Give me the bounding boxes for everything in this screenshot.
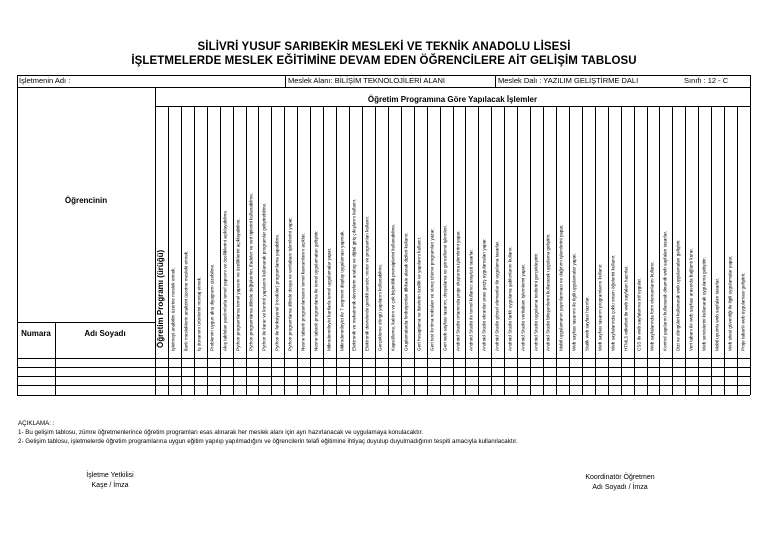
plan-column-header	[220, 106, 233, 358]
notes	[18, 419, 518, 446]
plan-column-header	[517, 106, 530, 358]
plan-column-header	[401, 106, 414, 358]
plan-column-header	[258, 106, 271, 358]
plan-column-header	[375, 106, 388, 358]
plan-column-header	[207, 106, 220, 358]
plan-column-header	[608, 106, 621, 358]
coordinator-signature-title: Koordinatör Öğretmen	[585, 474, 655, 481]
plan-column-header	[323, 106, 336, 358]
plan-column-label: Android Studio ile temel kullanıcı arayüzü tasarlar.	[468, 249, 474, 352]
plan-column-header	[491, 106, 504, 358]
coordinator-signature	[550, 473, 690, 493]
plan-column-label: Web servislerini kullanarak uygulama geliştirir.	[701, 257, 707, 352]
plan-column-label: Geri hesaplama ve listelerin özellik ve yapılarını kullanır.	[416, 237, 422, 352]
plan-column-label: Mikrodenetleyici ile 7 segment display uygulaması yapmak.	[339, 230, 345, 352]
plan-column-label: Android Studio ortamında proje oluşturma işlemlerini yapar.	[455, 230, 461, 352]
plan-column-label: Android Studio bileşenlerini kullanarak uygulama geliştirir.	[546, 234, 552, 352]
plan-column-header	[297, 106, 310, 358]
plan-column-label: Android Studio ekranlar arası geçiş uygulamaları yapar.	[481, 238, 487, 352]
plan-column-label: Geri web sayfası tasarım, dosyalama ve güncelleme işlemleri.	[442, 225, 448, 352]
plan-column-label: Web sitesi güvenliği ile ilgili uygulamalar yapar.	[727, 255, 733, 352]
plan-column-header	[155, 106, 168, 358]
plan-column-label: Python ile karar ve kontrol yapılarını kullanarak programlar geliştirebilme.	[261, 203, 267, 352]
plan-column-header	[310, 106, 323, 358]
plan-column-header	[685, 106, 698, 358]
plan-column-label: Problemin uygun akış diyagramı çizebilme.	[209, 264, 215, 352]
number-header: Numara	[21, 329, 51, 338]
plan-column-label: CSS ile web sayfalarına stil uygular.	[636, 278, 642, 352]
class-label: Sınıfı : 12 - C	[684, 76, 729, 85]
plan-column-header	[621, 106, 634, 358]
plan-column-label: Proje tabanlı web uygulaması geliştirir.	[740, 273, 746, 352]
plan-column-label: Veri tabanı ile web sayfası arasında bağlantı kurar.	[688, 248, 694, 352]
student-row	[17, 358, 750, 367]
student-row	[17, 367, 750, 376]
plan-column-label: Android Studio uygulama testlerini gerçekleştirir.	[533, 253, 539, 352]
plan-column-header	[504, 106, 517, 358]
plan-column-header	[181, 106, 194, 358]
plan-column-header	[724, 106, 737, 358]
plan-column-label: Öğretim Programı (ürüğü)	[156, 249, 166, 348]
note-1: 1- Bu gelişim tablosu, zümre öğretmenlerince öğretim programları esas alınarak her meslek alanı için ayrı hazırlanacak ve uygulamaya konulacaktır.	[18, 429, 424, 436]
plan-column-header	[530, 106, 543, 358]
plan-column-label: Kontrol yapılarını kullanarak dinamik web sayfaları tasarlar.	[662, 231, 668, 352]
plan-column-label: Python programlama temel yapısını ve özelliklerini açıklayabilme.	[235, 218, 241, 352]
plan-column-header	[336, 106, 349, 358]
plan-column-label: Elektronik ve mekatronik devrelerin analog ve dijital giriş çıkışlarını kullanır.	[352, 199, 358, 352]
branch-label: Meslek Dalı : YAZILIM GELİŞTİRME DALI	[498, 76, 639, 85]
plan-column-label: Elektronik devrelerde gerekli sensör, motor ve programları kullanır.	[365, 216, 371, 352]
plan-column-header	[284, 106, 297, 358]
plan-column-label: Python ile fonksiyonel (modüler) programlama yapabilme.	[274, 234, 280, 352]
plan-column-header	[634, 106, 647, 358]
plan-column-label: Web sayfası tasarımı ile ilgili uygulamalar yapar.	[572, 253, 578, 352]
plan-column-label: Python programlama dilinde değişkenler, ifadeler ve veri tiplerini kullanabilme.	[248, 193, 254, 352]
plan-column-header	[737, 106, 750, 358]
plan-column-header	[414, 106, 427, 358]
plan-column-label: Python programlama dilinde dosya ve veritabanı işlemlerini yapar.	[287, 217, 293, 352]
plan-column-label: Mikrodenetleyici kartlarla temel uygulamalar yapar.	[326, 248, 332, 352]
plan-column-header	[672, 106, 685, 358]
student-row	[17, 377, 750, 386]
plan-column-header	[556, 106, 569, 358]
plan-column-header	[168, 106, 181, 358]
plan-column-label: Android Studio veritabanı işlemlerini yapar.	[520, 264, 526, 352]
plan-column-label: Android Studio görsel elemanlar ile uygulama tasarlar.	[494, 241, 500, 352]
plan-column-label: İlanlı mesleklerin analizini üzerine mesleki etmek.	[184, 251, 190, 352]
plan-column-header	[453, 106, 466, 358]
plan-column-label: İşletmeyi anabilim üzerine meslek etmek.	[171, 267, 177, 352]
plan-column-header	[478, 106, 491, 358]
plan-column-label: Gerçekleme döngü yapılarını kullanabilme.	[378, 264, 384, 352]
plan-column-label: Web sayfalarında çoklu ortam öğelerini kullanır.	[610, 254, 616, 352]
plan-column-label: Web sayfası tasarım programlarını kullanır.	[597, 263, 603, 352]
plan-column-header	[659, 106, 672, 358]
plan-column-header	[362, 106, 375, 358]
plan-column-header	[388, 106, 401, 358]
plan-column-header	[595, 106, 608, 358]
plan-column-header	[647, 106, 660, 358]
plan-column-header	[349, 106, 362, 358]
plan-column-label: Geri test kırılma noktaları ve süreç izleme programları yazar.	[429, 228, 435, 352]
development-table	[17, 75, 750, 395]
plan-column-header	[569, 106, 582, 358]
plan-column-label: Web sayfalarında form elemanlarını kullanır.	[649, 261, 655, 352]
plan-column-header	[440, 106, 453, 358]
plan-column-label: Mobil uygulamanın yayınlanması ve dağıtımı işlemlerini yapar.	[559, 225, 565, 352]
workplace-label: İşletmenin Adı :	[19, 76, 71, 85]
plan-column-header	[194, 106, 207, 358]
plan-column-label: Kapsülleme, kalıtım ve çok biçimlilik prensiplerini kullanabilme.	[390, 224, 396, 352]
workplace-signature-title: İşletme Yetkilisi	[86, 472, 134, 479]
plan-column-label: Statik web sayfası hazırlar.	[585, 296, 590, 352]
plan-column-header	[246, 106, 259, 358]
plan-column-header	[582, 106, 595, 358]
school-title: SİLİVRİ YUSUF SARIBEKİR MESLEKİ VE TEKNİK ANADOLU LİSESİ	[197, 41, 571, 53]
plan-column-header	[427, 106, 440, 358]
plan-column-label: İş donanımı ürünlerini montaj etmek.	[196, 277, 202, 352]
note-2: 2- Gelişim tablosu, işletmelerde öğretim programlarına uygun eğitim yapılıp yapılmadığını ve öğrencilerin telafi eğitimine ihtiyaç duyulup duyulmadığının tespiti amacıyla kullanılacaktır.	[18, 438, 518, 445]
plan-column-label: Mobil uyumlu web sayfaları tasarlar.	[714, 278, 720, 352]
workplace-signature-note: Kaşe / İmza	[91, 482, 129, 489]
notes-heading: AÇIKLAMA: :	[18, 420, 55, 427]
plan-column-header	[711, 106, 724, 358]
plan-title: Öğretim Programına Göre Yapılacak İşlemler	[367, 95, 538, 104]
coordinator-signature-note: Adı Soyadı / İmza	[592, 484, 648, 491]
plan-column-label: Dizi ve döngüleri kullanarak web uygulamaları geliştirir.	[675, 239, 681, 352]
plan-column-header	[465, 106, 478, 358]
plan-column-header	[233, 106, 246, 358]
plan-column-label: Gruplamalarda fonksiyonları dikkate alarak dizileri kullanır.	[403, 232, 409, 352]
plan-column-header	[543, 106, 556, 358]
plan-column-header	[698, 106, 711, 358]
plan-column-header	[271, 106, 284, 358]
plan-column-label: Android Studio farklı uygulama şablonlarını kullanır.	[507, 246, 513, 352]
form-title: İŞLETMELERDE MESLEK EĞİTİMİNE DEVAM EDEN ÖĞRENCİLERE AİT GELİŞİM TABLOSU	[131, 55, 637, 67]
workplace-signature	[40, 471, 180, 491]
student-row	[17, 386, 750, 395]
plan-column-label: Nesne tabanlı programlamanın temel kavramlarını açıklar.	[300, 233, 306, 352]
student-header: Öğrencinin	[64, 196, 108, 205]
plan-column-label: Akış tabloları yazılımlarla temel yapısını ve özelliklerini açıklayabilme.	[222, 210, 228, 352]
plan-column-label: HTML5 etiketleri ile web sayfaları hazırlar.	[623, 266, 629, 352]
field-label: Meslek Alanı: BİLİŞİM TEKNOLOJİLERİ ALANI	[288, 76, 446, 85]
name-header: Adı Soyadı	[84, 329, 126, 338]
plan-column-label: Nesne tabanlı programlama ile temel uygulamaları geliştirir.	[313, 230, 319, 352]
